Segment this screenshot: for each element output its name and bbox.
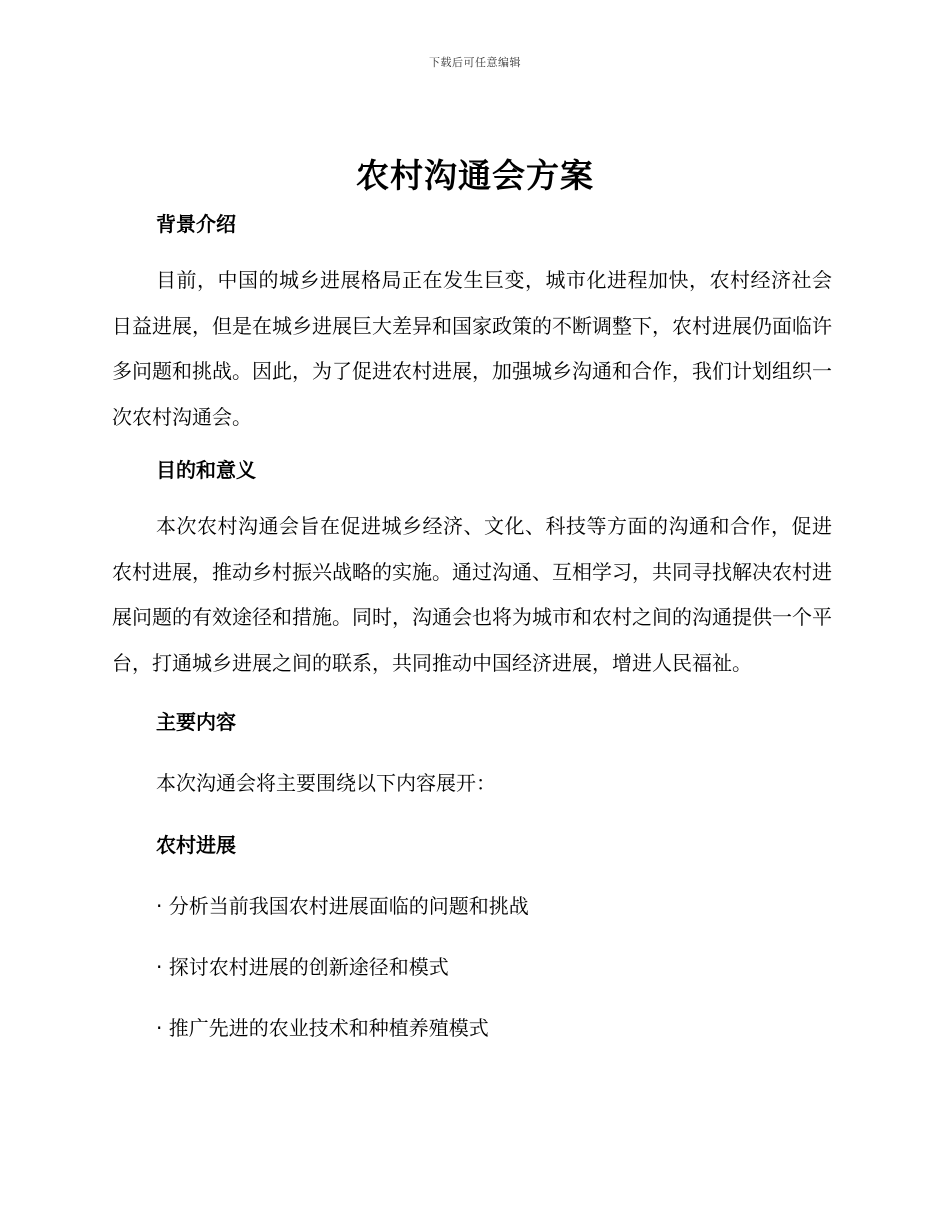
section-heading-content: 主要内容 (156, 710, 236, 734)
paragraph-background: 目前，中国的城乡进展格局正在发生巨变，城市化进程加快，农村经济社会日益进展，但是在城乡进展巨大差异和国家政策的不断调整下，农村进展仍面临许多问题和挑战。因此，为了促进农村进展，加强城乡沟通和合作，我们计划组织一次农村沟通会。 (112, 268, 832, 429)
list-item: · 探讨农村进展的创新途径和模式 (156, 955, 449, 979)
section-heading-background: 背景介绍 (156, 212, 236, 236)
page-title: 农村沟通会方案 (356, 156, 594, 195)
header-note: 下载后可任意编辑 (429, 56, 521, 69)
document-body (112, 200, 832, 1041)
list-item: · 推广先进的农业技术和种植养殖模式 (156, 1016, 489, 1040)
paragraph-content-intro: 本次沟通会将主要围绕以下内容展开： (156, 771, 496, 795)
section-heading-rural-development: 农村进展 (156, 833, 236, 857)
section-heading-purpose: 目的和意义 (156, 458, 256, 482)
paragraph-purpose: 本次农村沟通会旨在促进城乡经济、文化、科技等方面的沟通和合作，促进农村进展，推动乡村振兴战略的实施。通过沟通、互相学习，共同寻找解决农村进展问题的有效途径和措施。同时，沟通会也将为城市和农村之间的沟通提供一个平台，打通城乡进展之间的联系，共同推动中国经济进展，增进人民福祉。 (112, 514, 832, 675)
list-item: · 分析当前我国农村进展面临的问题和挑战 (156, 894, 529, 918)
